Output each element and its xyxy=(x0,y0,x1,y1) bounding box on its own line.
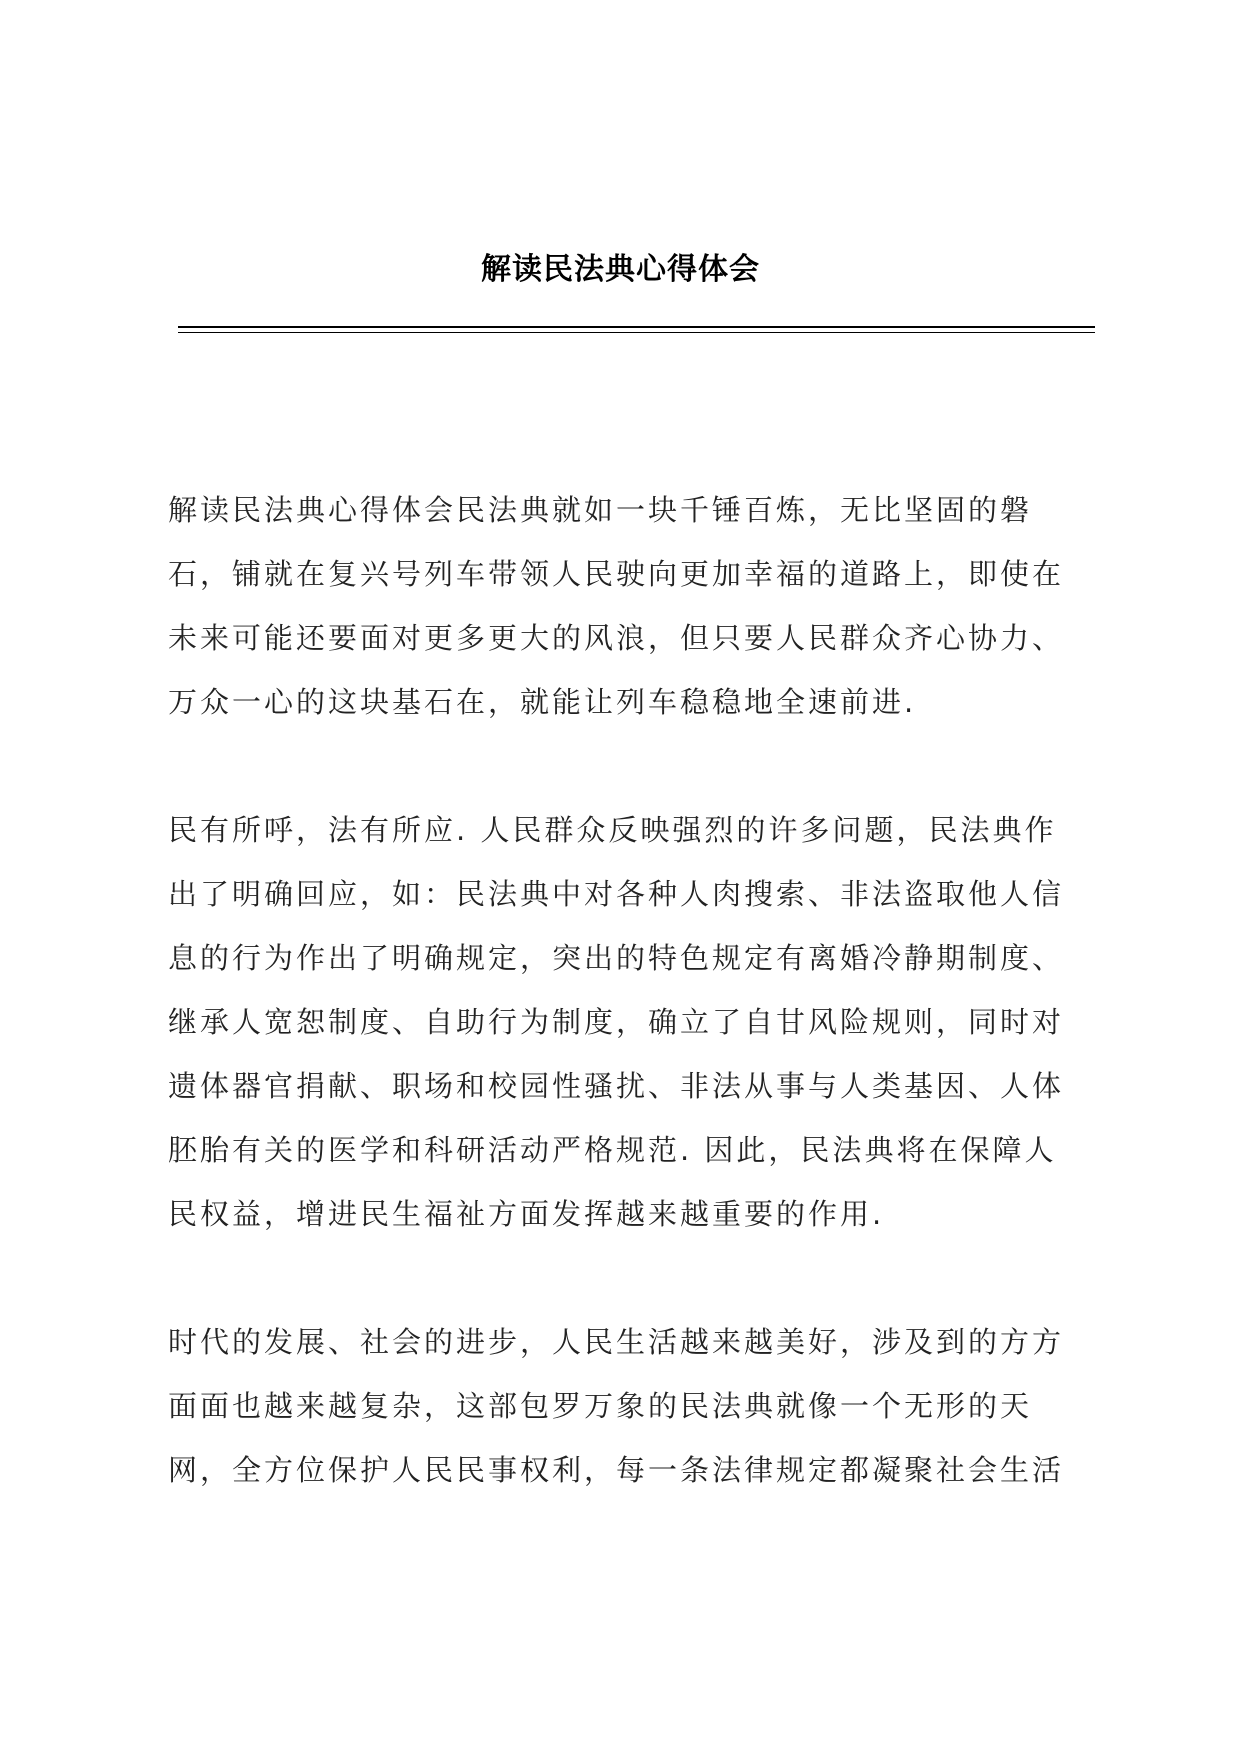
text-line: 网，全方位保护人民民事权利，每一条法律规定都凝聚社会生活 xyxy=(168,1453,1065,1487)
text-line: 未来可能还要面对更多更大的风浪，但只要人民群众齐心协力、 xyxy=(168,621,1065,655)
document-body xyxy=(168,478,1093,1566)
text-line: 息的行为作出了明确规定，突出的特色规定有离婚冷静期制度、 xyxy=(168,941,1065,975)
text-line: 民有所呼，法有所应. 人民群众反映强烈的许多问题，民法典作 xyxy=(168,813,1057,847)
text-line: 面面也越来越复杂，这部包罗万象的民法典就像一个无形的天 xyxy=(168,1389,1033,1423)
document-title: 解读民法典心得体会 xyxy=(481,252,760,287)
text-line: 时代的发展、社会的进步，人民生活越来越美好，涉及到的方方 xyxy=(168,1325,1065,1359)
text-line: 民权益，增进民生福祉方面发挥越来越重要的作用. xyxy=(168,1197,885,1231)
paragraph-2 xyxy=(168,798,1093,1246)
text-line: 继承人宽恕制度、自助行为制度，确立了自甘风险规则，同时对 xyxy=(168,1005,1065,1039)
text-line: 万众一心的这块基石在，就能让列车稳稳地全速前进. xyxy=(168,685,917,719)
title-divider-thin xyxy=(178,332,1095,333)
paragraph-1 xyxy=(168,478,1093,734)
text-line: 出了明确回应，如：民法典中对各种人肉搜索、非法盗取他人信 xyxy=(168,877,1065,911)
text-line: 胚胎有关的医学和科研活动严格规范. 因此，民法典将在保障人 xyxy=(168,1133,1057,1167)
text-line: 石，铺就在复兴号列车带领人民驶向更加幸福的道路上，即使在 xyxy=(168,557,1065,591)
paragraph-3 xyxy=(168,1310,1093,1502)
text-line: 解读民法典心得体会民法典就如一块千锤百炼，无比坚固的磐 xyxy=(168,493,1033,527)
text-line: 遗体器官捐献、职场和校园性骚扰、非法从事与人类基因、人体 xyxy=(168,1069,1065,1103)
title-divider-thick xyxy=(178,326,1095,328)
